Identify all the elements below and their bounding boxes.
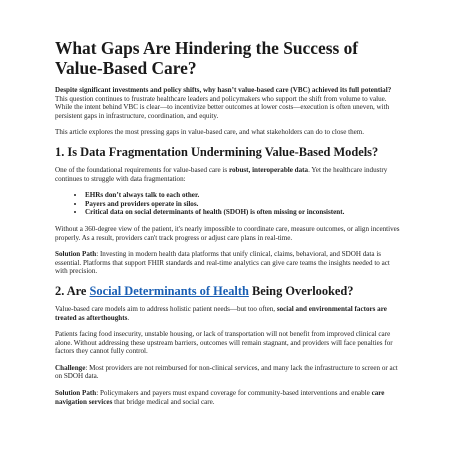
- bold-span: care navigation services: [55, 389, 385, 406]
- intro-paragraph: [55, 86, 400, 120]
- data-fragmentation-list: [55, 191, 400, 217]
- article-title: What Gaps Are Hindering the Success of Value-Based Care?: [55, 38, 359, 78]
- text-span: . Yet the healthcare industry continues to struggle with data fragmentation:: [55, 165, 388, 183]
- section-2-paragraph-2: Patients facing food insecurity, unstable housing, or lack of transportation will not benefit from improved clinical care alone. Without addressing these upstream barriers, outcomes will remain stagnant, and providers will face penalties for factors they cannot fully control.: [55, 330, 393, 356]
- heading-text: 2. Are: [55, 283, 90, 298]
- challenge-text: : Most providers are not reimbursed for non-clinical services, and many lack the infrastructure to screen or act on SDOH data.: [55, 363, 398, 381]
- section-2-heading: [55, 284, 400, 298]
- list-item: [85, 191, 400, 200]
- section-1-heading: 1. Is Data Fragmentation Undermining Value-Based Models?: [55, 144, 379, 159]
- sdoh-link[interactable]: Social Determinants of Health: [89, 283, 249, 298]
- bold-span: robust, interoperable data: [228, 165, 309, 174]
- text-span: .: [127, 313, 130, 322]
- bold-span: social and environmental factors are treated as afterthoughts: [55, 304, 387, 322]
- section-2-paragraph-1: [55, 305, 400, 322]
- section-1-paragraph-2: Without a 360-degree view of the patient, it's nearly impossible to coordinate care, measure outcomes, or align incentives properly. As a result, providers can't track progress or adjust care plans in real-time.: [55, 224, 400, 242]
- intro-text: This question continues to frustrate healthcare leaders and policymakers who support the shift from volume to value. While the intent behind VBC is clear—to incentivize better outcomes at lower costs—execution is often uneven, with persistent gaps in infrastructure, coordination, and equity.: [55, 94, 390, 120]
- solution-text: that bridge medical and social care.: [112, 397, 215, 406]
- section-1-solution: [55, 250, 400, 276]
- article: [55, 38, 400, 414]
- challenge-label: Challenge: [55, 363, 86, 372]
- list-item: [85, 200, 400, 209]
- section-2-solution: [55, 389, 400, 406]
- list-item-text: Payers and providers operate in silos.: [85, 199, 199, 208]
- list-item-text: EHRs don’t always talk to each other.: [85, 191, 200, 200]
- section-1-paragraph-1: [55, 166, 400, 183]
- section-2-challenge: [55, 364, 400, 381]
- solution-label: Solution Path: [55, 389, 97, 398]
- solution-text: : Policymakers and payers must expand coverage for community-based interventions and enable: [96, 389, 372, 398]
- heading-text: Being Overlooked?: [248, 283, 354, 298]
- list-item: [85, 208, 400, 217]
- list-item-text: Critical data on social determinants of health (SDOH) is often missing or inconsistent.: [85, 208, 345, 217]
- solution-label: Solution Path: [55, 250, 97, 259]
- intro-bold-question: Despite significant investments and policy shifts, why hasn’t value-based care (VBC) achieved its full potential?: [55, 86, 392, 94]
- text-span: Value-based care models aim to address holistic patient needs—but too often,: [55, 304, 277, 313]
- text-span: One of the foundational requirements for value-based care is: [55, 165, 229, 174]
- solution-text: : Investing in modern health data platforms that unify clinical, claims, behavioral, and SDOH data is essential. Platforms that support FHIR standards and real-time analytics can give care teams the insights needed to act with precision.: [55, 250, 390, 276]
- intro-paragraph-2: This article explores the most pressing gaps in value-based care, and what stakeholders can do to close them.: [55, 128, 365, 137]
